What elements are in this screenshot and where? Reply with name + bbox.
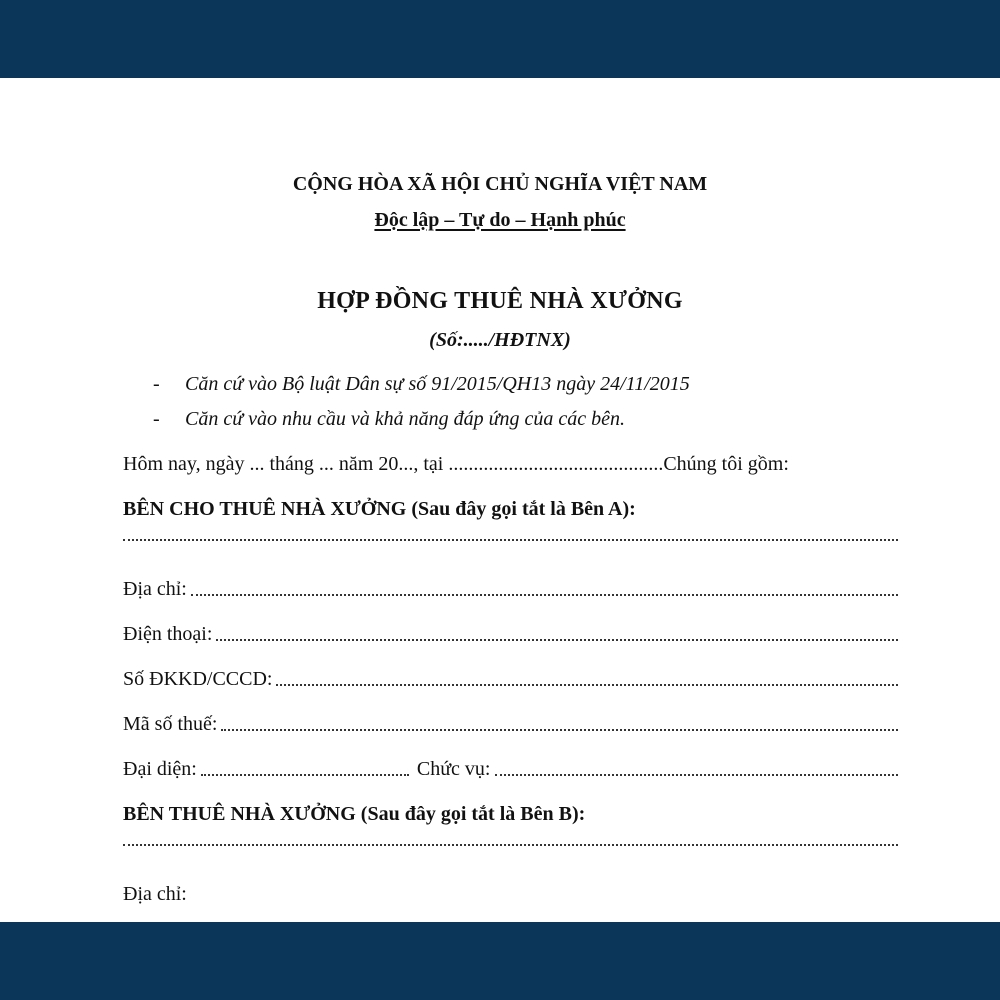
- intro-line: Hôm nay, ngày ... tháng ... năm 20..., tại ...........................................Chúng tôi gồm:: [123, 453, 789, 475]
- field-label: Điện thoại:: [123, 623, 213, 645]
- fill-in-dots: [216, 638, 898, 641]
- fill-in-dots: [191, 593, 898, 596]
- field-label: Chức vụ:: [416, 758, 491, 780]
- field-label: Đại diện:: [123, 758, 197, 780]
- fill-in-dots: [123, 538, 898, 541]
- legal-basis-item: [153, 408, 625, 431]
- fill-in-dots: [276, 683, 898, 686]
- fill-in-dots: [201, 773, 409, 776]
- bullet-dash: -: [153, 373, 160, 395]
- party-a-tax-field[interactable]: [123, 713, 898, 736]
- party-a-heading: BÊN CHO THUÊ NHÀ XƯỞNG (Sau đây gọi tắt là Bên A):: [123, 498, 636, 520]
- field-label: Địa chỉ:: [123, 578, 187, 600]
- legal-basis-text: Căn cứ vào Bộ luật Dân sự số 91/2015/QH13 ngày 24/11/2015: [185, 373, 690, 395]
- national-motto-text: Độc lập – Tự do – Hạnh phúc: [374, 209, 626, 231]
- bottom-frame-band: [0, 922, 1000, 1000]
- party-a-name-field[interactable]: [123, 538, 898, 546]
- fill-in-dots: [221, 728, 898, 731]
- legal-basis-text: Căn cứ vào nhu cầu và khả năng đáp ứng của các bên.: [185, 408, 626, 430]
- fill-in-dots: [495, 773, 899, 776]
- party-b-heading: BÊN THUÊ NHÀ XƯỞNG (Sau đây gọi tắt là Bên B):: [123, 803, 586, 825]
- contract-title: HỢP ĐỒNG THUÊ NHÀ XƯỞNG: [317, 288, 683, 314]
- party-a-id-field[interactable]: [123, 668, 898, 691]
- top-frame-band: [0, 0, 1000, 78]
- national-motto: [0, 209, 1000, 232]
- fill-in-dots: [123, 843, 898, 846]
- contract-document: [0, 78, 1000, 922]
- party-b-address-label-partial: Địa chỉ:: [123, 883, 187, 905]
- legal-basis-item: [153, 373, 690, 396]
- contract-number: (Số:...../HĐTNX): [429, 329, 571, 351]
- country-name: CỘNG HÒA XÃ HỘI CHỦ NGHĨA VIỆT NAM: [292, 173, 708, 195]
- party-b-name-field[interactable]: [123, 843, 898, 851]
- field-label: Mã số thuế:: [123, 713, 218, 735]
- bullet-dash: -: [153, 408, 160, 430]
- party-a-address-field[interactable]: [123, 578, 898, 601]
- field-label: Số ĐKKD/CCCD:: [123, 668, 273, 690]
- party-a-representative-field[interactable]: [123, 758, 898, 781]
- party-a-phone-field[interactable]: [123, 623, 898, 646]
